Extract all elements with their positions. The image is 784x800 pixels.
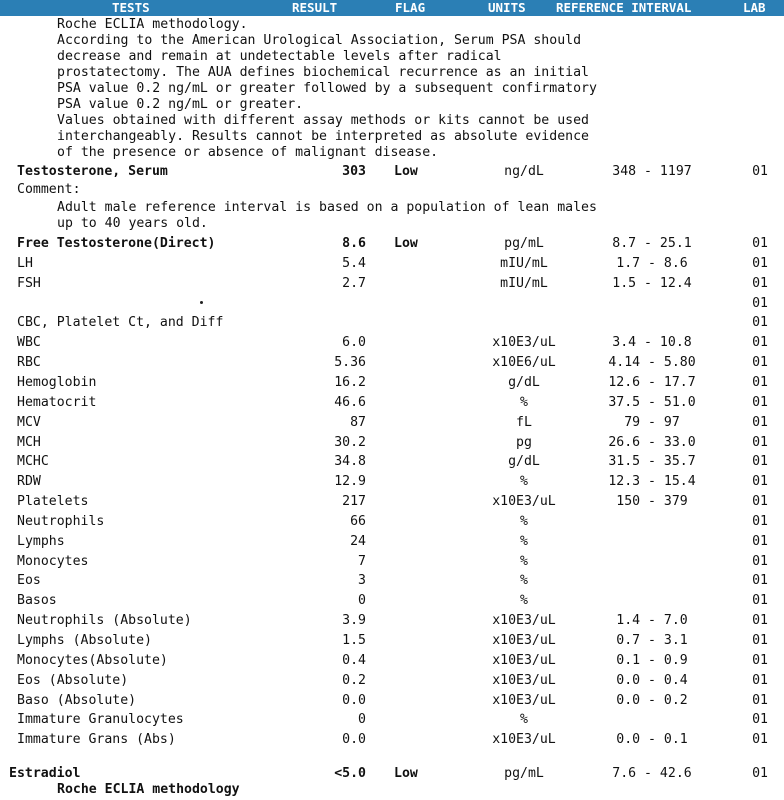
test-name: Immature Granulocytes <box>17 712 184 728</box>
test-lab: 01 <box>752 414 768 430</box>
test-name: Lymphs <box>17 533 65 549</box>
note-line: Values obtained with different assay methods or kits cannot be used <box>57 113 589 128</box>
test-name: LH <box>17 255 33 271</box>
note-line: interchangeably. Results cannot be interpreted as absolute evidence <box>57 129 589 144</box>
test-reference: 0.7 - 3.1 <box>616 633 688 648</box>
test-name: Monocytes <box>17 553 89 569</box>
test-reference: 0.1 - 0.9 <box>616 652 688 668</box>
test-units: x10E6/uL <box>492 355 556 371</box>
test-reference: 4.14 - 5.80 <box>608 355 696 371</box>
test-lab: 01 <box>752 335 768 351</box>
test-name: RDW <box>17 474 41 490</box>
test-result: 46.6 <box>334 394 366 410</box>
test-units: fL <box>516 414 532 430</box>
test-reference: 12.6 - 17.7 <box>608 374 696 390</box>
test-lab: 01 <box>752 533 768 549</box>
table-row <box>0 333 784 353</box>
note-line: PSA value 0.2 ng/mL or greater followed by a subsequent confirmatory <box>57 81 597 96</box>
test-name: MCV <box>17 414 41 430</box>
test-units: g/dL <box>508 454 540 470</box>
test-name: Immature Grans (Abs) <box>17 732 176 748</box>
test-lab: 01 <box>752 236 768 251</box>
table-row <box>0 710 784 730</box>
note-line: PSA value 0.2 ng/mL or greater. <box>57 97 304 112</box>
test-units: % <box>520 394 528 410</box>
test-result: 0.2 <box>342 672 366 688</box>
test-lab: 01 <box>752 394 768 410</box>
test-units: x10E3/uL <box>492 633 556 648</box>
test-reference: 0.0 - 0.2 <box>616 692 688 708</box>
test-units: % <box>520 573 528 589</box>
test-lab: 01 <box>752 593 768 609</box>
table-row <box>0 274 784 294</box>
test-units: % <box>520 533 528 549</box>
test-lab: 01 <box>752 164 768 179</box>
test-units: pg <box>516 434 532 450</box>
test-lab: 01 <box>752 732 768 748</box>
table-row <box>0 452 784 472</box>
test-lab: 01 <box>752 255 768 271</box>
test-units: x10E3/uL <box>492 672 556 688</box>
table-row <box>0 472 784 492</box>
test-name: Testosterone, Serum <box>17 164 168 179</box>
stray-dot <box>200 301 203 304</box>
result-row-testosterone <box>0 162 784 182</box>
test-flag: Low <box>394 164 418 179</box>
test-name: Free Testosterone(Direct) <box>17 236 216 251</box>
test-lab: 01 <box>752 573 768 589</box>
test-name: Neutrophils (Absolute) <box>17 613 192 629</box>
test-name: CBC, Platelet Ct, and Diff <box>17 315 224 331</box>
test-lab: 01 <box>752 434 768 450</box>
test-reference: 79 - 97 <box>624 414 680 430</box>
test-lab: 01 <box>752 766 768 781</box>
test-flag: Low <box>394 766 418 781</box>
test-units: g/dL <box>508 374 540 390</box>
test-units: % <box>520 474 528 490</box>
table-row <box>0 552 784 572</box>
test-name: Estradiol <box>9 766 81 781</box>
test-name: Platelets <box>17 494 89 510</box>
test-reference: 1.4 - 7.0 <box>616 613 688 629</box>
test-units: x10E3/uL <box>492 732 556 748</box>
table-row <box>0 611 784 631</box>
test-name: Hemoglobin <box>17 374 97 390</box>
test-lab: 01 <box>752 652 768 668</box>
note-line: According to the American Urological Association, Serum PSA should <box>57 33 582 48</box>
test-result: 87 <box>350 414 366 430</box>
test-units: x10E3/uL <box>492 692 556 708</box>
test-reference: 150 - 379 <box>616 494 688 510</box>
table-row <box>0 571 784 591</box>
estradiol-note: Roche ECLIA methodology <box>57 782 240 797</box>
test-result: 0.0 <box>342 732 366 748</box>
test-lab: 01 <box>752 613 768 629</box>
table-row <box>0 671 784 691</box>
table-row <box>0 433 784 453</box>
test-reference: 26.6 - 33.0 <box>608 434 696 450</box>
table-row <box>0 651 784 671</box>
test-result: 303 <box>342 164 366 179</box>
test-result: <5.0 <box>334 766 366 781</box>
test-units: mIU/mL <box>500 275 548 291</box>
test-name: Monocytes(Absolute) <box>17 652 168 668</box>
test-result: 6.0 <box>342 335 366 351</box>
test-units: x10E3/uL <box>492 335 556 351</box>
result-row-estradiol <box>0 764 784 784</box>
test-result: 8.6 <box>342 236 366 251</box>
test-lab: 01 <box>752 355 768 371</box>
test-name: Lymphs (Absolute) <box>17 633 152 648</box>
test-name: MCHC <box>17 454 49 470</box>
test-name: Eos (Absolute) <box>17 672 129 688</box>
test-result: 66 <box>350 513 366 529</box>
table-row <box>0 691 784 711</box>
table-row <box>0 730 784 750</box>
test-name: Basos <box>17 593 57 609</box>
test-lab: 01 <box>752 692 768 708</box>
test-reference: 0.0 - 0.1 <box>616 732 688 748</box>
test-result: 16.2 <box>334 374 366 390</box>
table-row <box>0 294 784 314</box>
test-units: % <box>520 553 528 569</box>
table-row <box>0 591 784 611</box>
col-header-result: RESULT <box>292 0 338 15</box>
table-row <box>0 413 784 433</box>
col-header-units: UNITS <box>488 0 526 15</box>
test-result: 0.0 <box>342 692 366 708</box>
col-header-lab: LAB <box>743 0 766 15</box>
test-reference: 37.5 - 51.0 <box>608 394 696 410</box>
test-result: 7 <box>358 553 366 569</box>
test-result: 0.4 <box>342 652 366 668</box>
note-line: Roche ECLIA methodology. <box>57 17 248 32</box>
table-row <box>0 234 784 254</box>
test-units: % <box>520 513 528 529</box>
test-result: 5.4 <box>342 255 366 271</box>
test-units: ng/dL <box>504 164 544 179</box>
test-name: FSH <box>17 275 41 291</box>
col-header-flag: FLAG <box>395 0 426 15</box>
test-reference: 7.6 - 42.6 <box>612 766 692 781</box>
test-units: x10E3/uL <box>492 494 556 510</box>
test-lab: 01 <box>752 494 768 510</box>
test-reference: 1.5 - 12.4 <box>612 275 692 291</box>
test-result: 1.5 <box>342 633 366 648</box>
test-name: MCH <box>17 434 41 450</box>
test-units: pg/mL <box>504 236 544 251</box>
test-reference: 31.5 - 35.7 <box>608 454 696 470</box>
test-result: 0 <box>358 712 366 728</box>
note-line: prostatectomy. The AUA defines biochemical recurrence as an initial <box>57 65 589 80</box>
test-lab: 01 <box>752 275 768 291</box>
test-name: Baso (Absolute) <box>17 692 137 708</box>
test-name: RBC <box>17 355 41 371</box>
col-header-reference: REFERENCE INTERVAL <box>556 0 692 15</box>
test-flag: Low <box>394 236 418 251</box>
col-header-tests: TESTS <box>112 0 150 15</box>
note-line: of the presence or absence of malignant disease. <box>57 145 439 160</box>
column-header-bar <box>0 0 784 16</box>
test-lab: 01 <box>752 315 768 331</box>
test-result: 24 <box>350 533 366 549</box>
test-units: mIU/mL <box>500 255 548 271</box>
table-row <box>0 313 784 333</box>
test-name: Neutrophils <box>17 513 105 529</box>
table-row <box>0 353 784 373</box>
table-row <box>0 492 784 512</box>
test-name: Hematocrit <box>17 394 97 410</box>
comment-label: Comment: <box>17 182 81 197</box>
test-reference: 348 - 1197 <box>612 164 692 179</box>
table-row <box>0 532 784 552</box>
test-lab: 01 <box>752 454 768 470</box>
test-lab: 01 <box>752 474 768 490</box>
test-reference: 3.4 - 10.8 <box>612 335 692 351</box>
test-result: 30.2 <box>334 434 366 450</box>
test-reference: 1.7 - 8.6 <box>616 255 688 271</box>
test-reference: 0.0 - 0.4 <box>616 672 688 688</box>
test-reference: 12.3 - 15.4 <box>608 474 696 490</box>
test-result: 3.9 <box>342 613 366 629</box>
test-result: 3 <box>358 573 366 589</box>
table-row <box>0 373 784 393</box>
test-units: % <box>520 712 528 728</box>
test-units: % <box>520 593 528 609</box>
test-result: 2.7 <box>342 275 366 291</box>
test-lab: 01 <box>752 712 768 728</box>
test-reference: 8.7 - 25.1 <box>612 236 692 251</box>
table-row <box>0 254 784 274</box>
test-lab: 01 <box>752 672 768 688</box>
test-lab: 01 <box>752 553 768 569</box>
test-lab: 01 <box>752 633 768 648</box>
test-result: 5.36 <box>334 355 366 371</box>
test-result: 34.8 <box>334 454 366 470</box>
test-lab: 01 <box>752 295 768 311</box>
table-row <box>0 512 784 532</box>
test-result: 217 <box>342 494 366 510</box>
comment-line: up to 40 years old. <box>57 216 208 231</box>
test-lab: 01 <box>752 374 768 390</box>
table-row <box>0 393 784 413</box>
note-line: decrease and remain at undetectable levels after radical <box>57 49 502 64</box>
test-result: 0 <box>358 593 366 609</box>
test-lab: 01 <box>752 513 768 529</box>
test-units: x10E3/uL <box>492 652 556 668</box>
test-name: Eos <box>17 573 41 589</box>
test-result: 12.9 <box>334 474 366 490</box>
table-row <box>0 631 784 651</box>
test-name: WBC <box>17 335 41 351</box>
test-units: pg/mL <box>504 766 544 781</box>
comment-line: Adult male reference interval is based on a population of lean males <box>57 200 597 215</box>
test-units: x10E3/uL <box>492 613 556 629</box>
